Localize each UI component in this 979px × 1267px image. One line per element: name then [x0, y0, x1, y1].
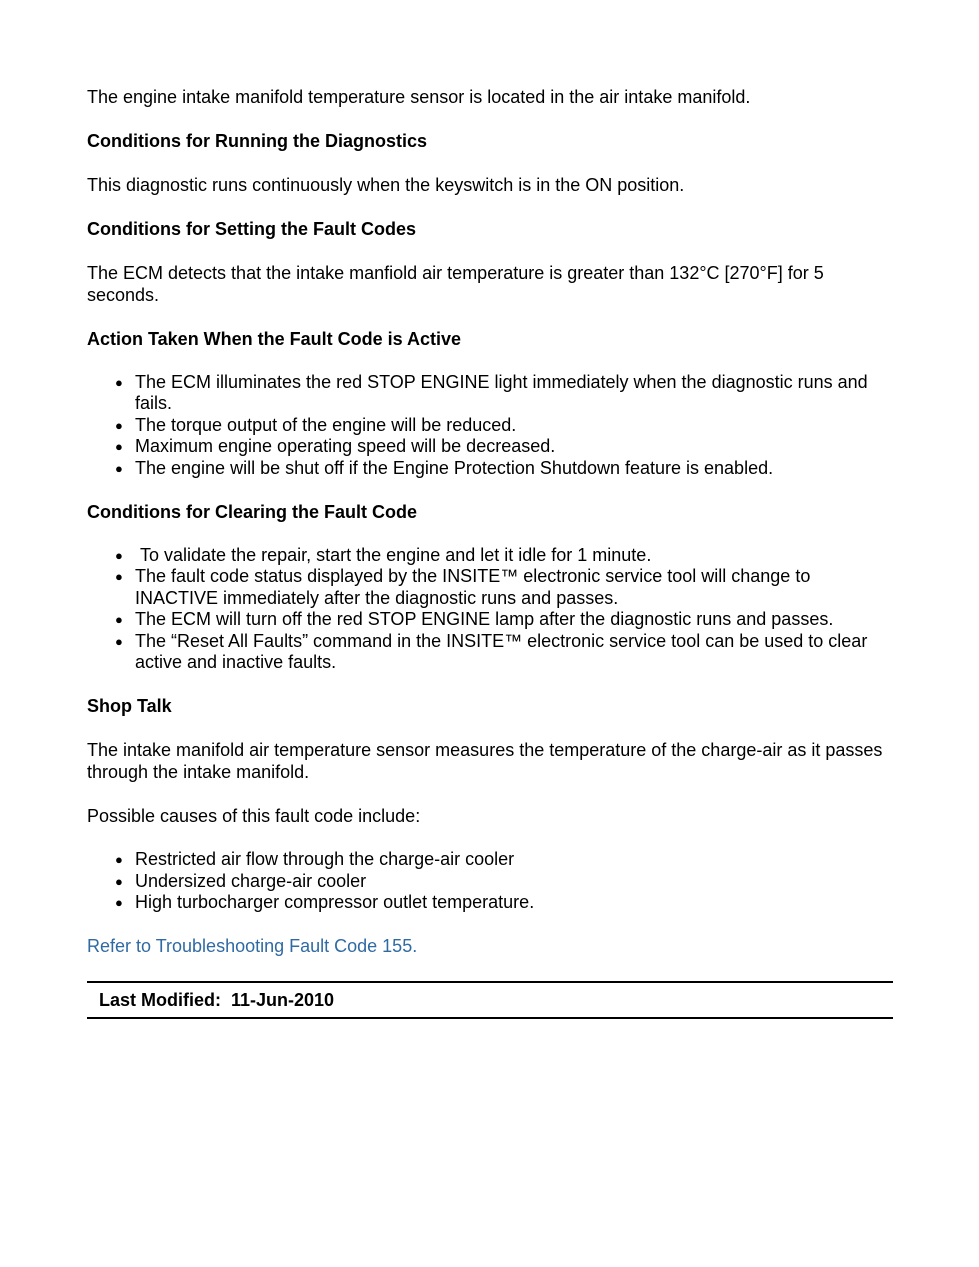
last-modified-text: Last Modified: 11-Jun-2010	[99, 989, 335, 1010]
bullet-icon: ●	[115, 375, 123, 390]
bullet-icon: ●	[115, 895, 123, 911]
possible-causes-list	[87, 849, 893, 913]
list-item: ● The “Reset All Faults” command in the INSITE™ electronic service tool can be used to clear active and inactive faults.	[115, 630, 868, 673]
bullet-icon: ●	[115, 439, 123, 455]
bullet-icon: ●	[115, 417, 123, 433]
list-item: ● The torque output of the engine will be reduced.	[115, 414, 517, 435]
shop-talk-heading: Shop Talk	[87, 696, 172, 717]
action-taken-heading: Action Taken When the Fault Code is Active	[87, 329, 462, 349]
setting-fault-codes-text: The ECM detects that the intake manfiold air temperature is greater than 132°C [270°F] for 5 seconds.	[87, 263, 824, 305]
troubleshooting-link[interactable]: Refer to Troubleshooting Fault Code 155.	[87, 935, 418, 956]
shop-talk-text: The intake manifold air temperature sensor measures the temperature of the charge-air as it passes through the intake manifold.	[87, 740, 883, 783]
bullet-icon: ●	[115, 460, 123, 476]
bullet-icon: ●	[115, 852, 123, 868]
list-item: ● To validate the repair, start the engine and let it idle for 1 minute.	[115, 545, 652, 566]
document-body	[87, 86, 893, 1019]
list-item: ● High turbocharger compressor outlet temperature.	[115, 892, 535, 913]
list-item: ● Restricted air flow through the charge-air cooler	[115, 849, 515, 870]
running-diagnostics-text: This diagnostic runs continuously when the keyswitch is in the ON position.	[87, 175, 685, 195]
running-diagnostics-heading: Conditions for Running the Diagnostics	[87, 131, 427, 151]
possible-causes-intro: Possible causes of this fault code include:	[87, 806, 421, 827]
action-taken-list	[87, 372, 893, 479]
bullet-icon: ●	[115, 569, 123, 585]
clearing-fault-code-heading: Conditions for Clearing the Fault Code	[87, 502, 417, 523]
setting-fault-codes-heading: Conditions for Setting the Fault Codes	[87, 219, 416, 239]
list-item: ● The engine will be shut off if the Engine Protection Shutdown feature is enabled.	[115, 457, 774, 478]
clearing-fault-code-list	[87, 545, 893, 673]
bullet-icon: ●	[115, 612, 123, 628]
list-item: ● The ECM illuminates the red STOP ENGINE light immediately when the diagnostic runs and fails.	[115, 372, 868, 414]
list-item: ● Maximum engine operating speed will be decreased.	[115, 436, 556, 457]
list-item: ● Undersized charge-air cooler	[115, 870, 367, 891]
last-modified-bar	[87, 981, 893, 1019]
bullet-icon: ●	[115, 548, 123, 564]
list-item: ● The ECM will turn off the red STOP ENGINE lamp after the diagnostic runs and passes.	[115, 609, 834, 630]
bullet-icon: ●	[115, 633, 123, 649]
intro-paragraph: The engine intake manifold temperature sensor is located in the air intake manifold.	[87, 87, 751, 107]
list-item: ● The fault code status displayed by the INSITE™ electronic service tool will change to INACTIVE immediately after the diagnostic runs and passes.	[115, 566, 811, 608]
bullet-icon: ●	[115, 873, 123, 889]
